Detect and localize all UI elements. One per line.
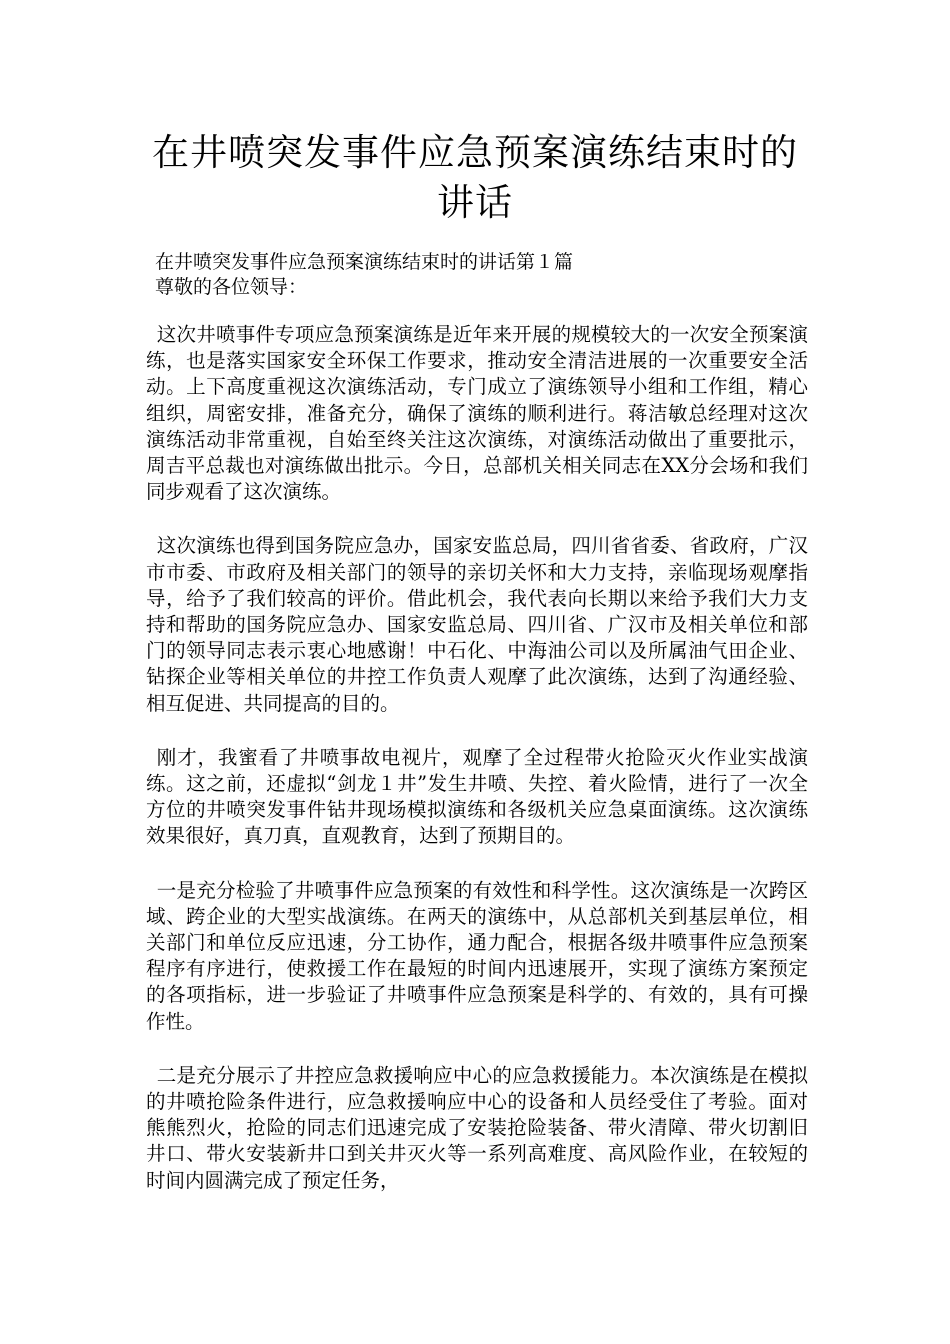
paragraph-5: 二是充分展示了井控应急救援响应中心的应急救援能力。本次演练是在模拟的井喷抢险条件进行，应急救援响应中心的设备和人员经受住了考验。面对熊熊烈火，抢险的同志们迅速完成了安装抢险装备、带火清障、带火切割旧井口、带火安装新井口到关井灭火等一系列高难度、高风险作业，在较短的时间内圆满完成了预定任务， [146,1063,808,1192]
document-body [146,322,808,1222]
document-title: 在井喷突发事件应急预案演练结束时的讲话 [152,131,798,224]
salutation: 尊敬的各位领导： [155,276,308,298]
paragraph-4: 一是充分检验了井喷事件应急预案的有效性和科学性。这次演练是一次跨区域、跨企业的大型实战演练。在两天的演练中，从总部机关到基层单位，相关部门和单位反应迅速，分工协作，通力配合，根据各级井喷事件应急预案程序有序进行，使救援工作在最短的时间内迅速展开，实现了演练方案预定的各项指标，进一步验证了井喷事件应急预案是科学的、有效的，具有可操作性。 [146,878,808,1033]
paragraph-2: 这次演练也得到国务院应急办，国家安监总局，四川省省委、省政府，广汉市市委、市政府及相关部门的领导的亲切关怀和大力支持，亲临现场观摩指导，给予了我们较高的评价。借此机会，我代表向长期以来给予我们大力支持和帮助的国务院应急办、国家安监总局、四川省、广汉市及相关单位和部门的领导同志表示衷心地感谢！中石化、中海油公司以及所属油气田企业、钻探企业等相关单位的井控工作负责人观摩了此次演练，达到了沟通经验、相互促进、共同提高的目的。 [146,534,808,715]
document-subtitle: 在井喷突发事件应急预案演练结束时的讲话第１篇 [155,251,574,273]
paragraph-1: 这次井喷事件专项应急预案演练是近年来开展的规模较大的一次安全预案演练，也是落实国家安全环保工作要求，推动安全清洁进展的一次重要安全活动。上下高度重视这次演练活动，专门成立了演练领导小组和工作组，精心组织，周密安排，准备充分，确保了演练的顺利进行。蒋洁敏总经理对这次演练活动非常重视，自始至终关注这次演练，对演练活动做出了重要批示，周吉平总裁也对演练做出批示。今日，总部机关相关同志在XX分会场和我们同步观看了这次演练。 [146,323,808,504]
paragraph-3: 刚才，我蜜看了井喷事故电视片，观摩了全过程带火抢险灭火作业实战演练。这之前，还虚拟“剑龙１井”发生井喷、失控、着火险情，进行了一次全方位的井喷突发事件钻井现场模拟演练和各级机关应急桌面演练。这次演练效果很好，真刀真，直观教育，达到了预期目的。 [146,745,808,848]
